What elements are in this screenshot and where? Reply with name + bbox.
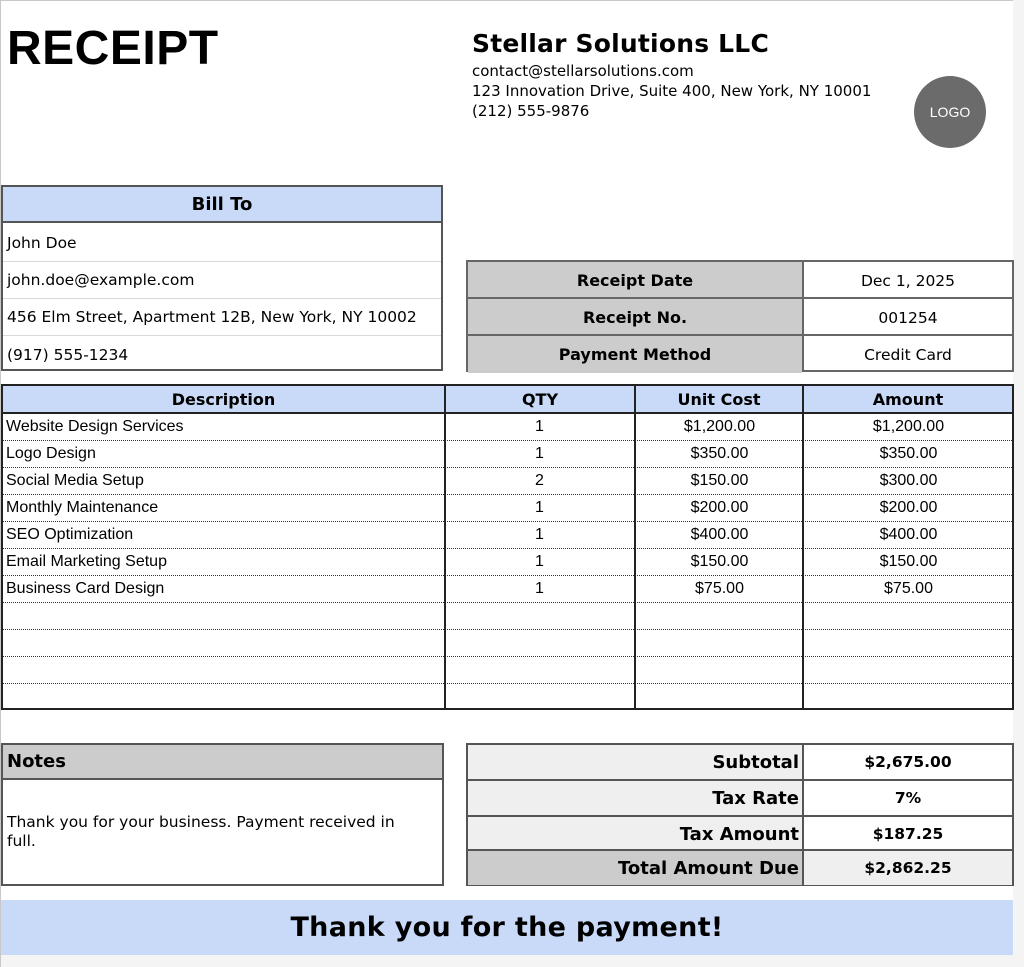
item-unit-cost-cell: $200.00 bbox=[690, 499, 749, 516]
company-email: contact@stellarsolutions.com bbox=[472, 62, 694, 80]
receipt-date-value: Dec 1, 2025 bbox=[860, 271, 956, 290]
table-row bbox=[3, 576, 1012, 603]
tax-rate-value: 7% bbox=[894, 789, 922, 807]
item-amount-cell bbox=[805, 657, 1012, 683]
item-amount-cell: $1,200.00 bbox=[872, 418, 945, 435]
column-divider bbox=[634, 386, 636, 708]
column-header-unit-cost: Unit Cost bbox=[677, 389, 761, 409]
table-row bbox=[3, 495, 1012, 522]
bill-to-name: John Doe bbox=[3, 225, 441, 262]
company-phone: (212) 555-9876 bbox=[472, 102, 590, 120]
item-qty-cell: 1 bbox=[535, 418, 544, 435]
item-qty-cell bbox=[445, 603, 634, 629]
item-qty-cell: 1 bbox=[535, 445, 544, 462]
page-bottom-margin bbox=[1, 955, 1013, 967]
item-amount-cell: $300.00 bbox=[879, 472, 938, 489]
payment-method-value: Credit Card bbox=[864, 345, 952, 364]
subtotal-label: Subtotal bbox=[468, 745, 802, 779]
payment-method-label: Payment Method bbox=[468, 336, 802, 373]
notes-heading: Notes bbox=[3, 745, 442, 780]
item-amount-cell: $75.00 bbox=[884, 580, 933, 597]
item-amount-cell bbox=[805, 684, 1012, 710]
item-description-cell: Logo Design bbox=[6, 445, 96, 462]
subtotal-value: $2,675.00 bbox=[864, 753, 952, 771]
table-row bbox=[3, 657, 1012, 684]
item-qty-cell bbox=[445, 684, 634, 710]
item-description-cell bbox=[6, 630, 442, 656]
company-address: 123 Innovation Drive, Suite 400, New York, NY 10001 bbox=[472, 82, 872, 100]
item-qty-cell: 1 bbox=[535, 580, 544, 597]
item-description-cell: Website Design Services bbox=[6, 418, 184, 435]
bill-to-email: john.doe@example.com bbox=[3, 262, 441, 299]
item-unit-cost-cell: $75.00 bbox=[695, 580, 744, 597]
item-amount-cell: $350.00 bbox=[879, 445, 938, 462]
table-row bbox=[3, 522, 1012, 549]
item-description-cell bbox=[6, 684, 442, 710]
total-due-label: Total Amount Due bbox=[468, 851, 802, 885]
column-divider bbox=[802, 386, 804, 708]
table-row bbox=[3, 684, 1012, 711]
tax-rate-label: Tax Rate bbox=[468, 781, 802, 815]
receipt-date-label: Receipt Date bbox=[468, 262, 802, 299]
logo-text: LOGO bbox=[929, 104, 971, 120]
item-unit-cost-cell: $150.00 bbox=[690, 553, 749, 570]
page-right-margin bbox=[1013, 0, 1024, 967]
item-qty-cell bbox=[445, 630, 634, 656]
item-unit-cost-cell bbox=[636, 684, 803, 710]
item-unit-cost-cell bbox=[636, 657, 803, 683]
item-amount-cell bbox=[805, 603, 1012, 629]
table-row bbox=[3, 630, 1012, 657]
item-qty-cell: 1 bbox=[535, 553, 544, 570]
company-logo bbox=[914, 76, 986, 148]
totals-column-divider bbox=[802, 745, 804, 884]
tax-amount-value: $187.25 bbox=[872, 825, 944, 843]
item-qty-cell: 2 bbox=[535, 472, 544, 489]
item-description-cell: Monthly Maintenance bbox=[6, 499, 159, 516]
table-row bbox=[3, 468, 1012, 495]
item-qty-cell: 1 bbox=[535, 499, 544, 516]
notes-text: Thank you for your business. Payment received in full. bbox=[7, 813, 395, 850]
column-header-amount: Amount bbox=[872, 389, 944, 409]
item-unit-cost-cell: $400.00 bbox=[690, 526, 749, 543]
item-qty-cell: 1 bbox=[535, 526, 544, 543]
item-unit-cost-cell: $150.00 bbox=[690, 472, 749, 489]
receipt-number-label: Receipt No. bbox=[468, 299, 802, 336]
column-header-description: Description bbox=[171, 389, 276, 409]
item-description-cell: Business Card Design bbox=[6, 580, 165, 597]
item-amount-cell bbox=[805, 630, 1012, 656]
tax-amount-label: Tax Amount bbox=[468, 817, 802, 851]
item-unit-cost-cell bbox=[636, 630, 803, 656]
bill-to-address: 456 Elm Street, Apartment 12B, New York, NY 10002 bbox=[3, 299, 441, 336]
table-row bbox=[3, 603, 1012, 630]
item-qty-cell bbox=[445, 657, 634, 683]
page-top-border bbox=[0, 0, 1024, 1]
table-row bbox=[3, 414, 1012, 441]
receipt-title: RECEIPT bbox=[7, 22, 219, 75]
item-description-cell: Email Marketing Setup bbox=[6, 553, 167, 570]
table-row bbox=[3, 549, 1012, 576]
receipt-number-value: 001254 bbox=[878, 308, 938, 327]
bill-to-heading: Bill To bbox=[3, 187, 441, 223]
item-amount-cell: $400.00 bbox=[879, 526, 938, 543]
item-unit-cost-cell: $1,200.00 bbox=[683, 418, 756, 435]
company-name: Stellar Solutions LLC bbox=[472, 29, 769, 58]
item-amount-cell: $200.00 bbox=[879, 499, 938, 516]
column-header-qty: QTY bbox=[521, 389, 559, 409]
item-description-cell bbox=[6, 603, 442, 629]
item-amount-cell: $150.00 bbox=[879, 553, 938, 570]
item-description-cell: SEO Optimization bbox=[6, 526, 134, 543]
table-row bbox=[3, 441, 1012, 468]
item-unit-cost-cell bbox=[636, 603, 803, 629]
thank-you-banner: Thank you for the payment! bbox=[1, 900, 1013, 955]
item-description-cell bbox=[6, 657, 442, 683]
meta-column-divider bbox=[802, 262, 804, 370]
item-description-cell: Social Media Setup bbox=[6, 472, 144, 489]
column-divider bbox=[444, 386, 446, 708]
total-due-value: $2,862.25 bbox=[804, 851, 1012, 885]
bill-to-phone: (917) 555-1234 bbox=[7, 345, 129, 364]
item-unit-cost-cell: $350.00 bbox=[690, 445, 749, 462]
